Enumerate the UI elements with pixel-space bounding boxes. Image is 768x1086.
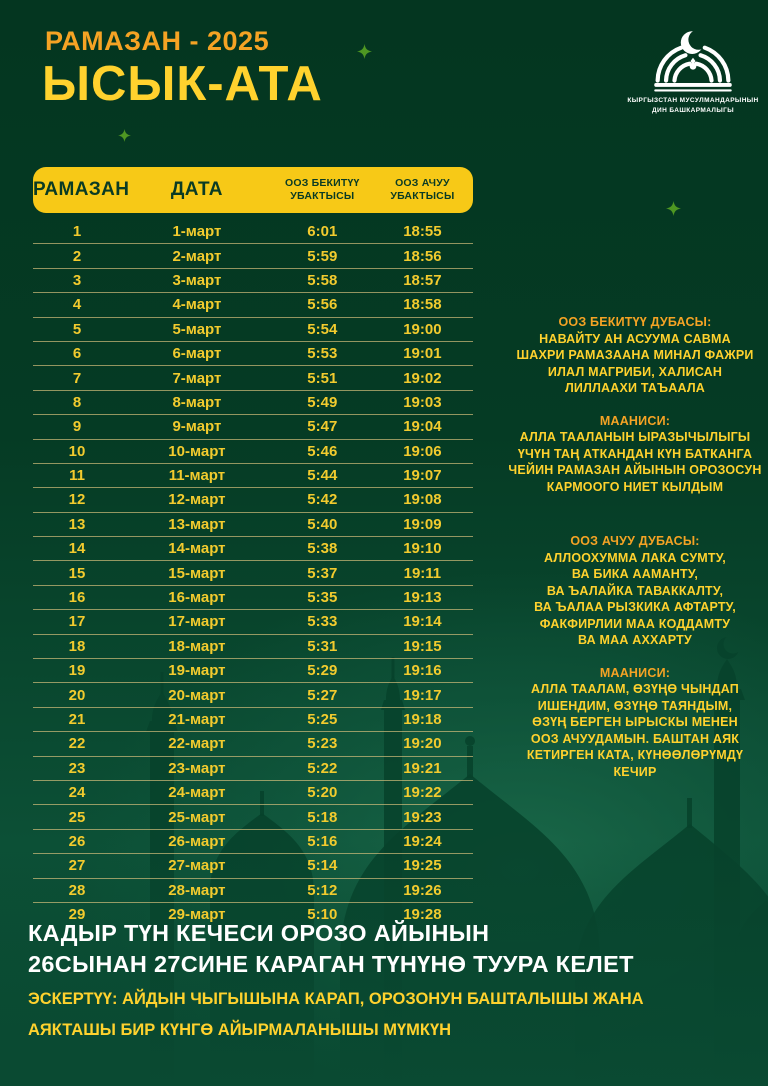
date-cell: 12-март bbox=[168, 491, 226, 509]
suhoor-end-time-cell: 5:59 bbox=[307, 247, 338, 265]
table-row bbox=[33, 635, 473, 659]
dua-heading: ООЗ АЧУУ ДУБАСЫ: bbox=[570, 534, 700, 548]
suhoor-end-time-cell: 5:53 bbox=[307, 345, 338, 363]
suhoor-end-time-cell: 5:14 bbox=[307, 857, 338, 875]
suhoor-end-time-cell: 5:20 bbox=[307, 784, 338, 802]
date-cell: 23-март bbox=[168, 759, 226, 777]
iftar-time-cell: 19:14 bbox=[403, 613, 442, 631]
iftar-time-cell: 18:55 bbox=[403, 223, 442, 241]
table-row bbox=[33, 244, 473, 268]
iftar-time-cell: 19:09 bbox=[403, 515, 442, 533]
suhoor-end-time-cell: 5:58 bbox=[307, 271, 338, 289]
date-cell: 11-март bbox=[168, 467, 226, 485]
table-row bbox=[33, 366, 473, 390]
suhoor-end-time-cell: 5:44 bbox=[307, 467, 338, 485]
ramadan-day-cell: 1 bbox=[72, 223, 82, 241]
iftar-time-cell: 19:25 bbox=[403, 857, 442, 875]
text-line: КАДЫР ТҮН КЕЧЕСИ ОРОЗО АЙЫНЫН bbox=[28, 920, 490, 946]
suhoor-end-time-cell: 5:12 bbox=[307, 881, 338, 899]
suhoor-end-time-cell: 5:37 bbox=[307, 564, 338, 582]
ramadan-day-cell: 2 bbox=[72, 247, 82, 265]
ramadan-day-cell: 28 bbox=[68, 881, 86, 899]
iftar-time-cell: 18:56 bbox=[403, 247, 442, 265]
header-suhoor-time: ООЗ БЕКИТҮҮ УБАКТЫСЫ bbox=[284, 176, 360, 202]
dua-line: ФАКФИРЛИИ МАА КОДДАМТУ bbox=[539, 616, 731, 631]
dua-line: АЛЛА ТААЛАМ, ӨЗҮҢӨ ЧЫНДАП bbox=[531, 682, 739, 696]
dua-line: НАВАЙТУ АН АСУУМА САВМА bbox=[539, 331, 731, 346]
ramadan-day-cell: 16 bbox=[68, 589, 86, 607]
ramadan-day-cell: 27 bbox=[68, 857, 86, 875]
dua-line: КЕТИРГЕН КАТА, КҮНӨӨЛӨРҮМДҮ bbox=[526, 748, 744, 762]
date-cell: 22-март bbox=[168, 735, 226, 753]
suhoor-end-time-cell: 5:25 bbox=[307, 711, 338, 728]
date-cell: 1-март bbox=[172, 223, 222, 241]
dua-block bbox=[502, 533, 768, 649]
ramadan-day-cell: 6 bbox=[72, 345, 82, 363]
suhoor-end-time-cell: 5:56 bbox=[307, 296, 338, 314]
iftar-time-cell: 19:10 bbox=[403, 540, 442, 558]
date-cell: 21-март bbox=[168, 711, 226, 728]
date-cell: 27-март bbox=[168, 857, 226, 875]
iftar-time-cell: 19:00 bbox=[403, 320, 442, 338]
ramadan-day-cell: 5 bbox=[72, 320, 82, 338]
schedule-table bbox=[33, 167, 473, 926]
table-row bbox=[33, 293, 473, 317]
iftar-time-cell: 19:26 bbox=[403, 881, 442, 899]
dua-line: ИШЕНДИМ, ӨЗҮҢӨ ТАЯНДЫМ, bbox=[537, 698, 733, 713]
ramadan-day-cell: 7 bbox=[72, 369, 82, 387]
org-name-line2: ДИН БАШКАРМАЛЫГЫ bbox=[652, 107, 734, 115]
iftar-time-cell: 19:11 bbox=[403, 564, 442, 582]
table-body bbox=[33, 220, 473, 926]
table-row bbox=[33, 586, 473, 610]
ramadan-day-cell: 25 bbox=[68, 808, 86, 826]
table-row bbox=[33, 830, 473, 854]
ramadan-day-cell: 4 bbox=[72, 296, 82, 314]
table-row bbox=[33, 342, 473, 366]
date-cell: 17-март bbox=[168, 613, 226, 631]
suhoor-end-time-cell: 5:23 bbox=[307, 735, 338, 753]
ramadan-day-cell: 12 bbox=[68, 491, 86, 509]
date-cell: 20-март bbox=[168, 686, 226, 704]
dua-line: ҮЧҮН ТАҢ АТКАНДАН КҮН БАТКАНГА bbox=[517, 446, 753, 461]
iftar-time-cell: 19:07 bbox=[403, 467, 442, 485]
date-cell: 5-март bbox=[172, 320, 222, 338]
dua-block bbox=[502, 665, 768, 781]
iftar-time-cell: 19:02 bbox=[403, 369, 442, 387]
ramadan-day-cell: 17 bbox=[68, 613, 86, 631]
table-row bbox=[33, 854, 473, 878]
iftar-time-cell: 18:57 bbox=[403, 271, 442, 289]
table-row bbox=[33, 269, 473, 293]
table-row bbox=[33, 513, 473, 537]
dua-line: ИЛАЛ МАГРИБИ, ХАЛИСАН bbox=[547, 364, 723, 379]
table-row bbox=[33, 464, 473, 488]
iftar-time-cell: 19:17 bbox=[403, 686, 442, 704]
dua-line: ВА БИКА ААМАНТУ, bbox=[571, 567, 699, 581]
sparkle-icon bbox=[357, 44, 372, 59]
suhoor-end-time-cell: 5:51 bbox=[307, 369, 338, 387]
ramadan-day-cell: 15 bbox=[68, 564, 86, 582]
ramadan-day-cell: 19 bbox=[68, 662, 86, 680]
table-row bbox=[33, 220, 473, 244]
table-row bbox=[33, 683, 473, 707]
date-cell: 26-март bbox=[168, 832, 226, 850]
ramadan-day-cell: 26 bbox=[68, 832, 86, 850]
dua-block bbox=[502, 314, 768, 397]
dua-line: АЛЛА ТААЛАНЫН ЫРАЗЫЧЫЛЫГЫ bbox=[519, 430, 751, 444]
date-cell: 8-март bbox=[172, 393, 222, 411]
table-row bbox=[33, 537, 473, 561]
table-row bbox=[33, 318, 473, 342]
dua-line: ШАХРИ РАМАЗААНА МИНАЛ ФАЖРИ bbox=[516, 348, 754, 362]
iftar-time-cell: 19:28 bbox=[403, 906, 442, 924]
dua-line: КЕЧИР bbox=[613, 764, 657, 779]
ramadan-day-cell: 3 bbox=[72, 271, 82, 289]
ramadan-day-cell: 21 bbox=[68, 711, 86, 728]
suhoor-end-time-cell: 5:18 bbox=[307, 808, 338, 826]
ramadan-day-cell: 9 bbox=[72, 418, 82, 436]
table-row bbox=[33, 879, 473, 903]
suhoor-end-time-cell: 5:46 bbox=[307, 442, 338, 460]
dua-line: ӨЗҮҢ БЕРГЕН ЫРЫСКЫ МЕНЕН bbox=[532, 715, 738, 729]
suhoor-end-time-cell: 5:47 bbox=[307, 418, 338, 436]
table-row bbox=[33, 805, 473, 829]
date-cell: 25-март bbox=[168, 808, 226, 826]
dua-line: ЛИЛЛААХИ ТАЪААЛА bbox=[564, 381, 706, 395]
suhoor-dua-group bbox=[502, 314, 768, 511]
org-name-line1: КЫРГЫЗСТАН МУСУЛМАНДАРЫНЫН bbox=[627, 97, 759, 104]
iftar-time-cell: 19:03 bbox=[403, 393, 442, 411]
suhoor-end-time-cell: 5:49 bbox=[307, 393, 338, 411]
iftar-time-cell: 19:22 bbox=[403, 784, 442, 802]
dua-heading: МААНИСИ: bbox=[599, 413, 671, 428]
date-cell: 19-март bbox=[168, 662, 226, 680]
table-header bbox=[33, 167, 473, 213]
iftar-time-cell: 19:23 bbox=[403, 808, 442, 826]
dua-heading: МААНИСИ: bbox=[599, 665, 671, 680]
dua-line: ВА МАА АХХАРТУ bbox=[578, 633, 692, 647]
table-row bbox=[33, 415, 473, 439]
dua-line: ООЗ АЧУУДАМЫН. БАШТАН АЯК bbox=[530, 731, 740, 746]
suhoor-end-time-cell: 5:38 bbox=[307, 540, 338, 558]
poster-subtitle: РАМАЗАН - 2025 bbox=[45, 26, 270, 56]
crescent-arch-icon bbox=[642, 30, 744, 94]
iftar-time-cell: 19:21 bbox=[403, 759, 442, 777]
dua-line: ЧЕЙИН РАМАЗАН АЙЫНЫН ОРОЗОСУН bbox=[508, 463, 762, 477]
date-cell: 10-март bbox=[168, 442, 226, 460]
date-cell: 15-март bbox=[168, 564, 226, 582]
suhoor-end-time-cell: 5:22 bbox=[307, 759, 338, 777]
text-line: АЯКТАШЫ БИР КҮНГӨ АЙЫРМАЛАНЫШЫ МҮМКҮН bbox=[28, 1021, 452, 1039]
text-line: 26СЫНАН 27СИНЕ КАРАГАН ТҮНҮНӨ ТУУРА КЕЛЕТ bbox=[28, 951, 634, 977]
iftar-time-cell: 19:16 bbox=[403, 662, 442, 680]
date-cell: 14-март bbox=[168, 540, 226, 558]
iftar-time-cell: 19:18 bbox=[403, 711, 442, 728]
date-cell: 24-март bbox=[168, 784, 226, 802]
date-cell: 9-март bbox=[172, 418, 222, 436]
suhoor-end-time-cell: 5:35 bbox=[307, 589, 338, 607]
dua-heading: ООЗ БЕКИТҮҮ ДУБАСЫ: bbox=[558, 315, 712, 329]
ramadan-day-cell: 10 bbox=[68, 442, 86, 460]
table-row bbox=[33, 391, 473, 415]
poster-title: ЫСЫК-АТА bbox=[42, 57, 323, 111]
sparkle-icon bbox=[118, 129, 131, 142]
suhoor-end-time-cell: 5:33 bbox=[307, 613, 338, 631]
suhoor-end-time-cell: 5:40 bbox=[307, 515, 338, 533]
table-row bbox=[33, 610, 473, 634]
suhoor-end-time-cell: 5:10 bbox=[307, 906, 338, 924]
iftar-time-cell: 19:04 bbox=[403, 418, 442, 436]
suhoor-end-time-cell: 5:16 bbox=[307, 832, 338, 850]
iftar-time-cell: 19:20 bbox=[403, 735, 442, 753]
table-row bbox=[33, 659, 473, 683]
ramadan-day-cell: 8 bbox=[72, 393, 82, 411]
iftar-dua-group bbox=[502, 533, 768, 796]
table-row bbox=[33, 732, 473, 756]
date-cell: 16-март bbox=[168, 589, 226, 607]
suhoor-end-time-cell: 5:31 bbox=[307, 637, 338, 655]
date-cell: 28-март bbox=[168, 881, 226, 899]
suhoor-end-time-cell: 6:01 bbox=[307, 223, 338, 241]
date-cell: 4-март bbox=[172, 296, 222, 314]
table-row bbox=[33, 488, 473, 512]
ramadan-day-cell: 18 bbox=[68, 637, 86, 655]
kadyr-tun-note bbox=[28, 918, 634, 980]
ramadan-day-cell: 14 bbox=[68, 540, 86, 558]
date-cell: 6-март bbox=[172, 345, 222, 363]
ramadan-day-cell: 29 bbox=[68, 906, 86, 924]
ramadan-day-cell: 20 bbox=[68, 686, 86, 704]
iftar-time-cell: 19:24 bbox=[403, 832, 442, 850]
date-cell: 3-март bbox=[172, 271, 222, 289]
iftar-time-cell: 18:58 bbox=[403, 296, 442, 314]
dua-block bbox=[502, 413, 768, 496]
date-cell: 18-март bbox=[168, 637, 226, 655]
sparkle-icon bbox=[666, 201, 681, 216]
iftar-time-cell: 19:06 bbox=[403, 442, 442, 460]
suhoor-end-time-cell: 5:27 bbox=[307, 686, 338, 704]
ramadan-day-cell: 24 bbox=[68, 784, 86, 802]
date-cell: 13-март bbox=[168, 515, 226, 533]
suhoor-end-time-cell: 5:42 bbox=[307, 491, 338, 509]
ramadan-day-cell: 23 bbox=[68, 759, 86, 777]
table-row bbox=[33, 440, 473, 464]
date-cell: 29-март bbox=[168, 906, 226, 924]
ramadan-day-cell: 11 bbox=[69, 467, 85, 485]
text-line: ЭСКЕРТҮҮ: АЙДЫН ЧЫГЫШЫНА КАРАП, ОРОЗОНУН БАШТАЛЫШЫ ЖАНА bbox=[28, 990, 644, 1008]
iftar-time-cell: 19:15 bbox=[403, 637, 442, 655]
ramadan-day-cell: 22 bbox=[68, 735, 86, 753]
dua-line: ВА ЪАЛАА РЫЗКИКА АФТАРТУ, bbox=[534, 600, 736, 614]
iftar-time-cell: 19:01 bbox=[403, 345, 442, 363]
suhoor-end-time-cell: 5:29 bbox=[307, 662, 338, 680]
table-row bbox=[33, 781, 473, 805]
date-cell: 2-март bbox=[172, 247, 222, 265]
suhoor-end-time-cell: 5:54 bbox=[307, 320, 338, 338]
table-row bbox=[33, 757, 473, 781]
date-cell: 7-март bbox=[172, 369, 222, 387]
iftar-time-cell: 19:08 bbox=[403, 491, 442, 509]
warning-note bbox=[28, 984, 644, 1046]
dua-line: ВА ЪАЛАЙКА ТАВАККАЛТУ, bbox=[546, 583, 724, 598]
ramadan-day-cell: 13 bbox=[68, 515, 86, 533]
org-logo bbox=[624, 30, 762, 116]
iftar-time-cell: 19:13 bbox=[403, 589, 442, 607]
table-row bbox=[33, 708, 473, 732]
header-iftar-time: ООЗ АЧУУ УБАКТЫСЫ bbox=[390, 176, 455, 202]
dua-line: АЛЛООХУММА ЛАКА СУМТУ, bbox=[544, 550, 726, 565]
table-row bbox=[33, 561, 473, 585]
header-date: ДАТА bbox=[170, 179, 223, 200]
header-ramazan: РАМАЗАН bbox=[33, 179, 130, 200]
dua-line: КАРМООГО НИЕТ КЫЛДЫМ bbox=[546, 479, 724, 494]
